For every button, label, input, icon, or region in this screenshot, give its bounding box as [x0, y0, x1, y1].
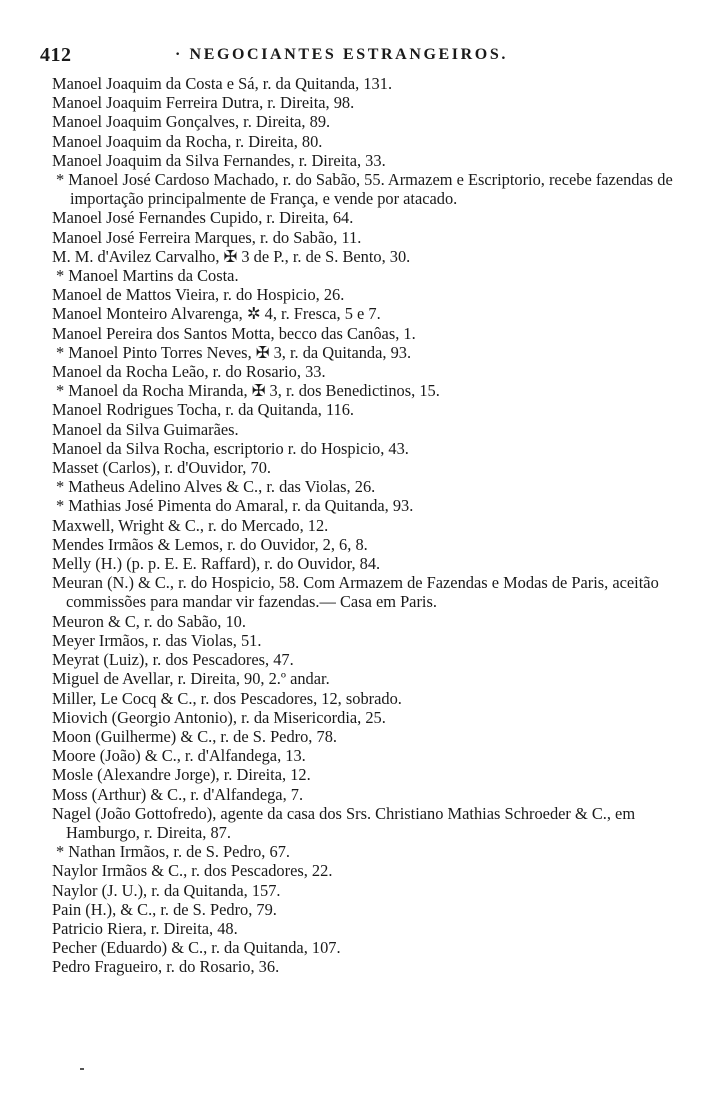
page-header [40, 44, 664, 68]
page-number: 412 [40, 44, 72, 66]
merchant-entry: Pedro Fragueiro, r. do Rosario, 36. [52, 957, 280, 977]
merchant-entry: Maxwell, Wright & C., r. do Mercado, 12. [52, 515, 329, 535]
merchant-entry: Mosle (Alexandre Jorge), r. Direita, 12. [52, 765, 311, 785]
merchant-entry: Nagel (João Gottofredo), agente da casa dos Srs. Christiano Mathias Schroeder & C., em Hamburgo, r. Direita, 87. [52, 803, 636, 842]
merchant-entry: Masset (Carlos), r. d'Ouvidor, 70. [52, 458, 271, 478]
merchant-entry: Manoel Joaquim da Silva Fernandes, r. Direita, 33. [52, 150, 386, 170]
merchant-entry: Naylor (J. U.), r. da Quitanda, 157. [52, 880, 281, 900]
merchant-entry: Manoel Joaquim da Costa e Sá, r. da Quitanda, 131. [52, 74, 393, 93]
merchant-entry: M. M. d'Avilez Carvalho, ✠ 3 de P., r. de S. Bento, 30. [52, 246, 411, 266]
merchant-entry: Miller, Le Cocq & C., r. dos Pescadores, 12, sobrado. [52, 688, 402, 708]
merchant-entry: Manoel Joaquim Ferreira Dutra, r. Direita, 98. [52, 93, 355, 113]
merchant-entry: Manoel da Rocha Leão, r. do Rosario, 33. [52, 362, 326, 382]
merchant-entry: Moss (Arthur) & C., r. d'Alfandega, 7. [52, 784, 304, 804]
merchant-entry: Manoel da Silva Guimarães. [52, 419, 239, 439]
merchant-entry: Manoel de Mattos Vieira, r. do Hospicio, 26. [52, 285, 345, 305]
merchant-entry: Mendes Irmãos & Lemos, r. do Ouvidor, 2, 6, 8. [52, 534, 368, 554]
merchant-entry: Moon (Guilherme) & C., r. de S. Pedro, 78. [52, 726, 337, 746]
merchant-entry: * Manoel Martins da Costa. [56, 266, 239, 286]
merchant-list [52, 74, 680, 977]
merchant-entry: Patricio Riera, r. Direita, 48. [52, 918, 238, 938]
merchant-entry: * Matheus Adelino Alves & C., r. das Violas, 26. [56, 477, 376, 497]
merchant-entry: Pecher (Eduardo) & C., r. da Quitanda, 107. [52, 938, 341, 958]
merchant-entry: Manoel Monteiro Alvarenga, ✲ 4, r. Fresca, 5 e 7. [52, 304, 381, 324]
merchant-entry: * Manoel da Rocha Miranda, ✠ 3, r. dos Benedictinos, 15. [56, 381, 440, 401]
print-speck [80, 1068, 84, 1070]
merchant-entry: Manoel José Fernandes Cupido, r. Direita, 64. [52, 208, 354, 228]
merchant-entry: Naylor Irmãos & C., r. dos Pescadores, 22. [52, 861, 333, 881]
merchant-entry: Pain (H.), & C., r. de S. Pedro, 79. [52, 899, 277, 919]
merchant-entry: Meyrat (Luiz), r. dos Pescadores, 47. [52, 650, 294, 670]
merchant-entry: * Manoel José Cardoso Machado, r. do Sabão, 55. Armazem e Escriptorio, recebe fazendas de importação principalmente de França, e vende por atacado. [56, 170, 673, 209]
merchant-entry: Melly (H.) (p. p. E. E. Raffard), r. do Ouvidor, 84. [52, 554, 381, 574]
merchant-entry: Manoel Rodrigues Tocha, r. da Quitanda, 116. [52, 400, 355, 420]
merchant-entry: Manoel Joaquim da Rocha, r. Direita, 80. [52, 131, 323, 151]
merchant-entry: Manoel José Ferreira Marques, r. do Sabão, 11. [52, 227, 362, 247]
merchant-entry: Manoel da Silva Rocha, escriptorio r. do Hospicio, 43. [52, 438, 409, 458]
merchant-entry: * Manoel Pinto Torres Neves, ✠ 3, r. da Quitanda, 93. [56, 342, 412, 362]
merchant-entry: * Mathias José Pimenta do Amaral, r. da Quitanda, 93. [56, 496, 414, 516]
merchant-entry: Manoel Joaquim Gonçalves, r. Direita, 89. [52, 112, 331, 132]
merchant-entry: Meuron & C, r. do Sabão, 10. [52, 611, 246, 631]
merchant-entry: Manoel Pereira dos Santos Motta, becco das Canôas, 1. [52, 323, 416, 343]
merchant-entry: Meyer Irmãos, r. das Violas, 51. [52, 630, 262, 650]
running-head: · NEGOCIANTES ESTRANGEIROS. [175, 46, 508, 63]
merchant-entry: * Nathan Irmãos, r. de S. Pedro, 67. [56, 842, 290, 862]
merchant-entry: Meuran (N.) & C., r. do Hospicio, 58. Com Armazem de Fazendas e Modas de Paris, aceitão commissões para mandar vir fazendas.— Casa em Paris. [52, 573, 659, 612]
merchant-entry: Moore (João) & C., r. d'Alfandega, 13. [52, 746, 306, 766]
merchant-entry: Miovich (Georgio Antonio), r. da Misericordia, 25. [52, 707, 386, 727]
merchant-entry: Miguel de Avellar, r. Direita, 90, 2.º andar. [52, 669, 330, 689]
